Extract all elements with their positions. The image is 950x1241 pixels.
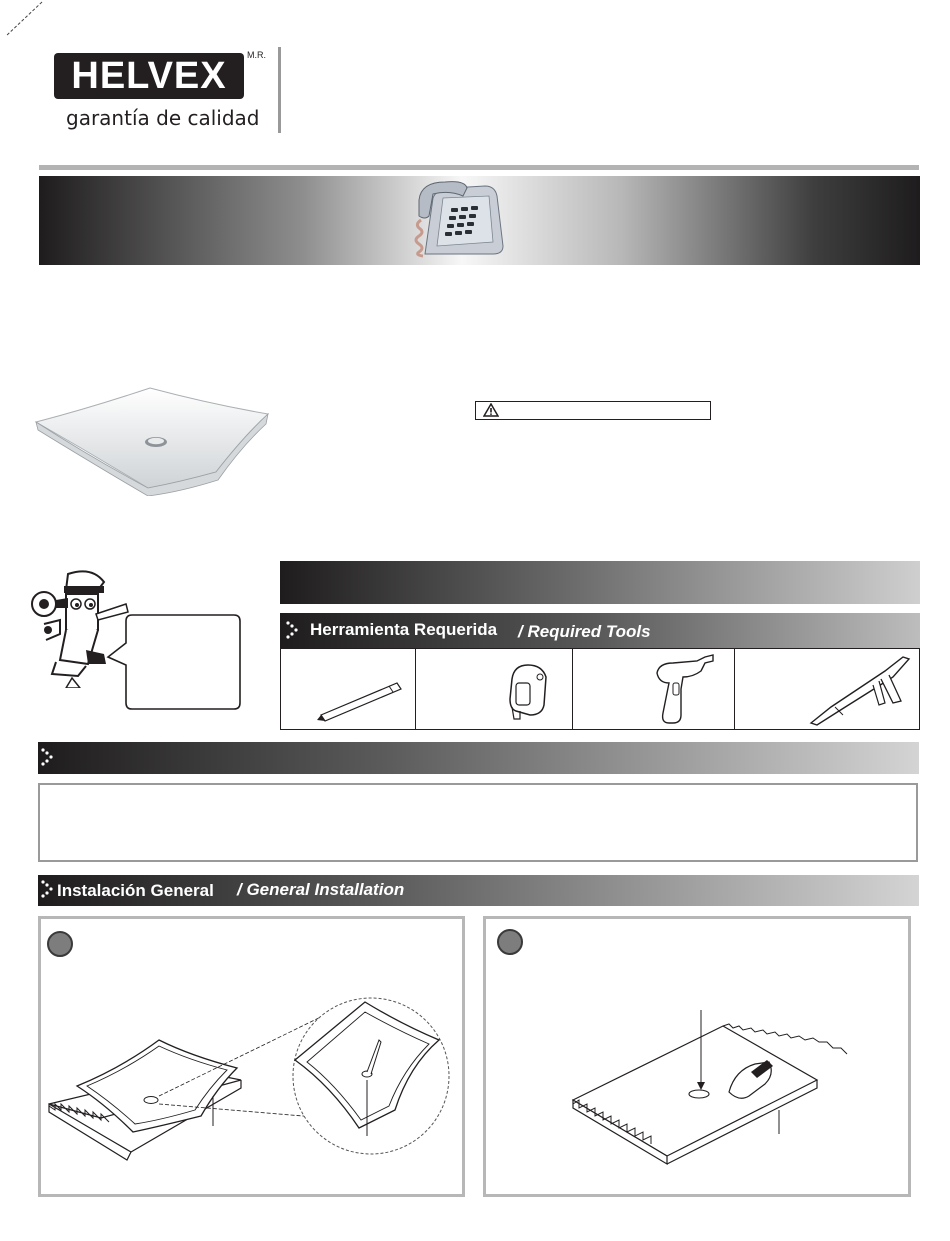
step-2-diagram xyxy=(487,1000,907,1194)
tool-cell-pencil xyxy=(281,649,416,729)
header-rule xyxy=(39,165,919,170)
required-tools-title: Herramienta Requerida xyxy=(310,620,498,639)
trademark-mark: M.R. xyxy=(247,50,266,60)
cut-guide-line xyxy=(4,0,44,40)
section-arrow-icon xyxy=(40,747,54,767)
section-arrow-icon xyxy=(40,879,54,899)
notes-section-bar xyxy=(38,742,919,774)
tool-cell-tape-measure xyxy=(416,649,574,729)
step-2-badge xyxy=(497,929,523,955)
caulking-gun-icon xyxy=(735,649,920,731)
required-tools-subtitle: / Required Tools xyxy=(518,622,651,641)
section-arrow-icon xyxy=(285,620,299,640)
pencil-icon xyxy=(281,649,416,731)
notes-box xyxy=(38,783,918,862)
header-divider xyxy=(278,47,281,133)
tape-measure-icon xyxy=(416,649,574,731)
warning-icon xyxy=(483,403,499,417)
drill-icon xyxy=(573,649,735,731)
tool-cell-drill xyxy=(573,649,735,729)
tool-cell-caulking-gun xyxy=(735,649,919,729)
tools-grid xyxy=(280,648,920,730)
speech-bubble xyxy=(106,613,242,711)
vessel-sink-image xyxy=(30,378,275,496)
step-1-diagram xyxy=(41,976,461,1194)
product-info-bar xyxy=(280,561,920,604)
warning-box xyxy=(475,401,711,420)
general-installation-title: Instalación General xyxy=(57,881,214,900)
brand-name: HELVEX xyxy=(71,55,227,97)
brand-tagline: garantía de calidad xyxy=(66,106,260,130)
telephone-icon xyxy=(385,176,515,265)
step-1-badge xyxy=(47,931,73,957)
general-installation-subtitle: / General Installation xyxy=(237,880,405,899)
brand-logo xyxy=(54,53,244,99)
